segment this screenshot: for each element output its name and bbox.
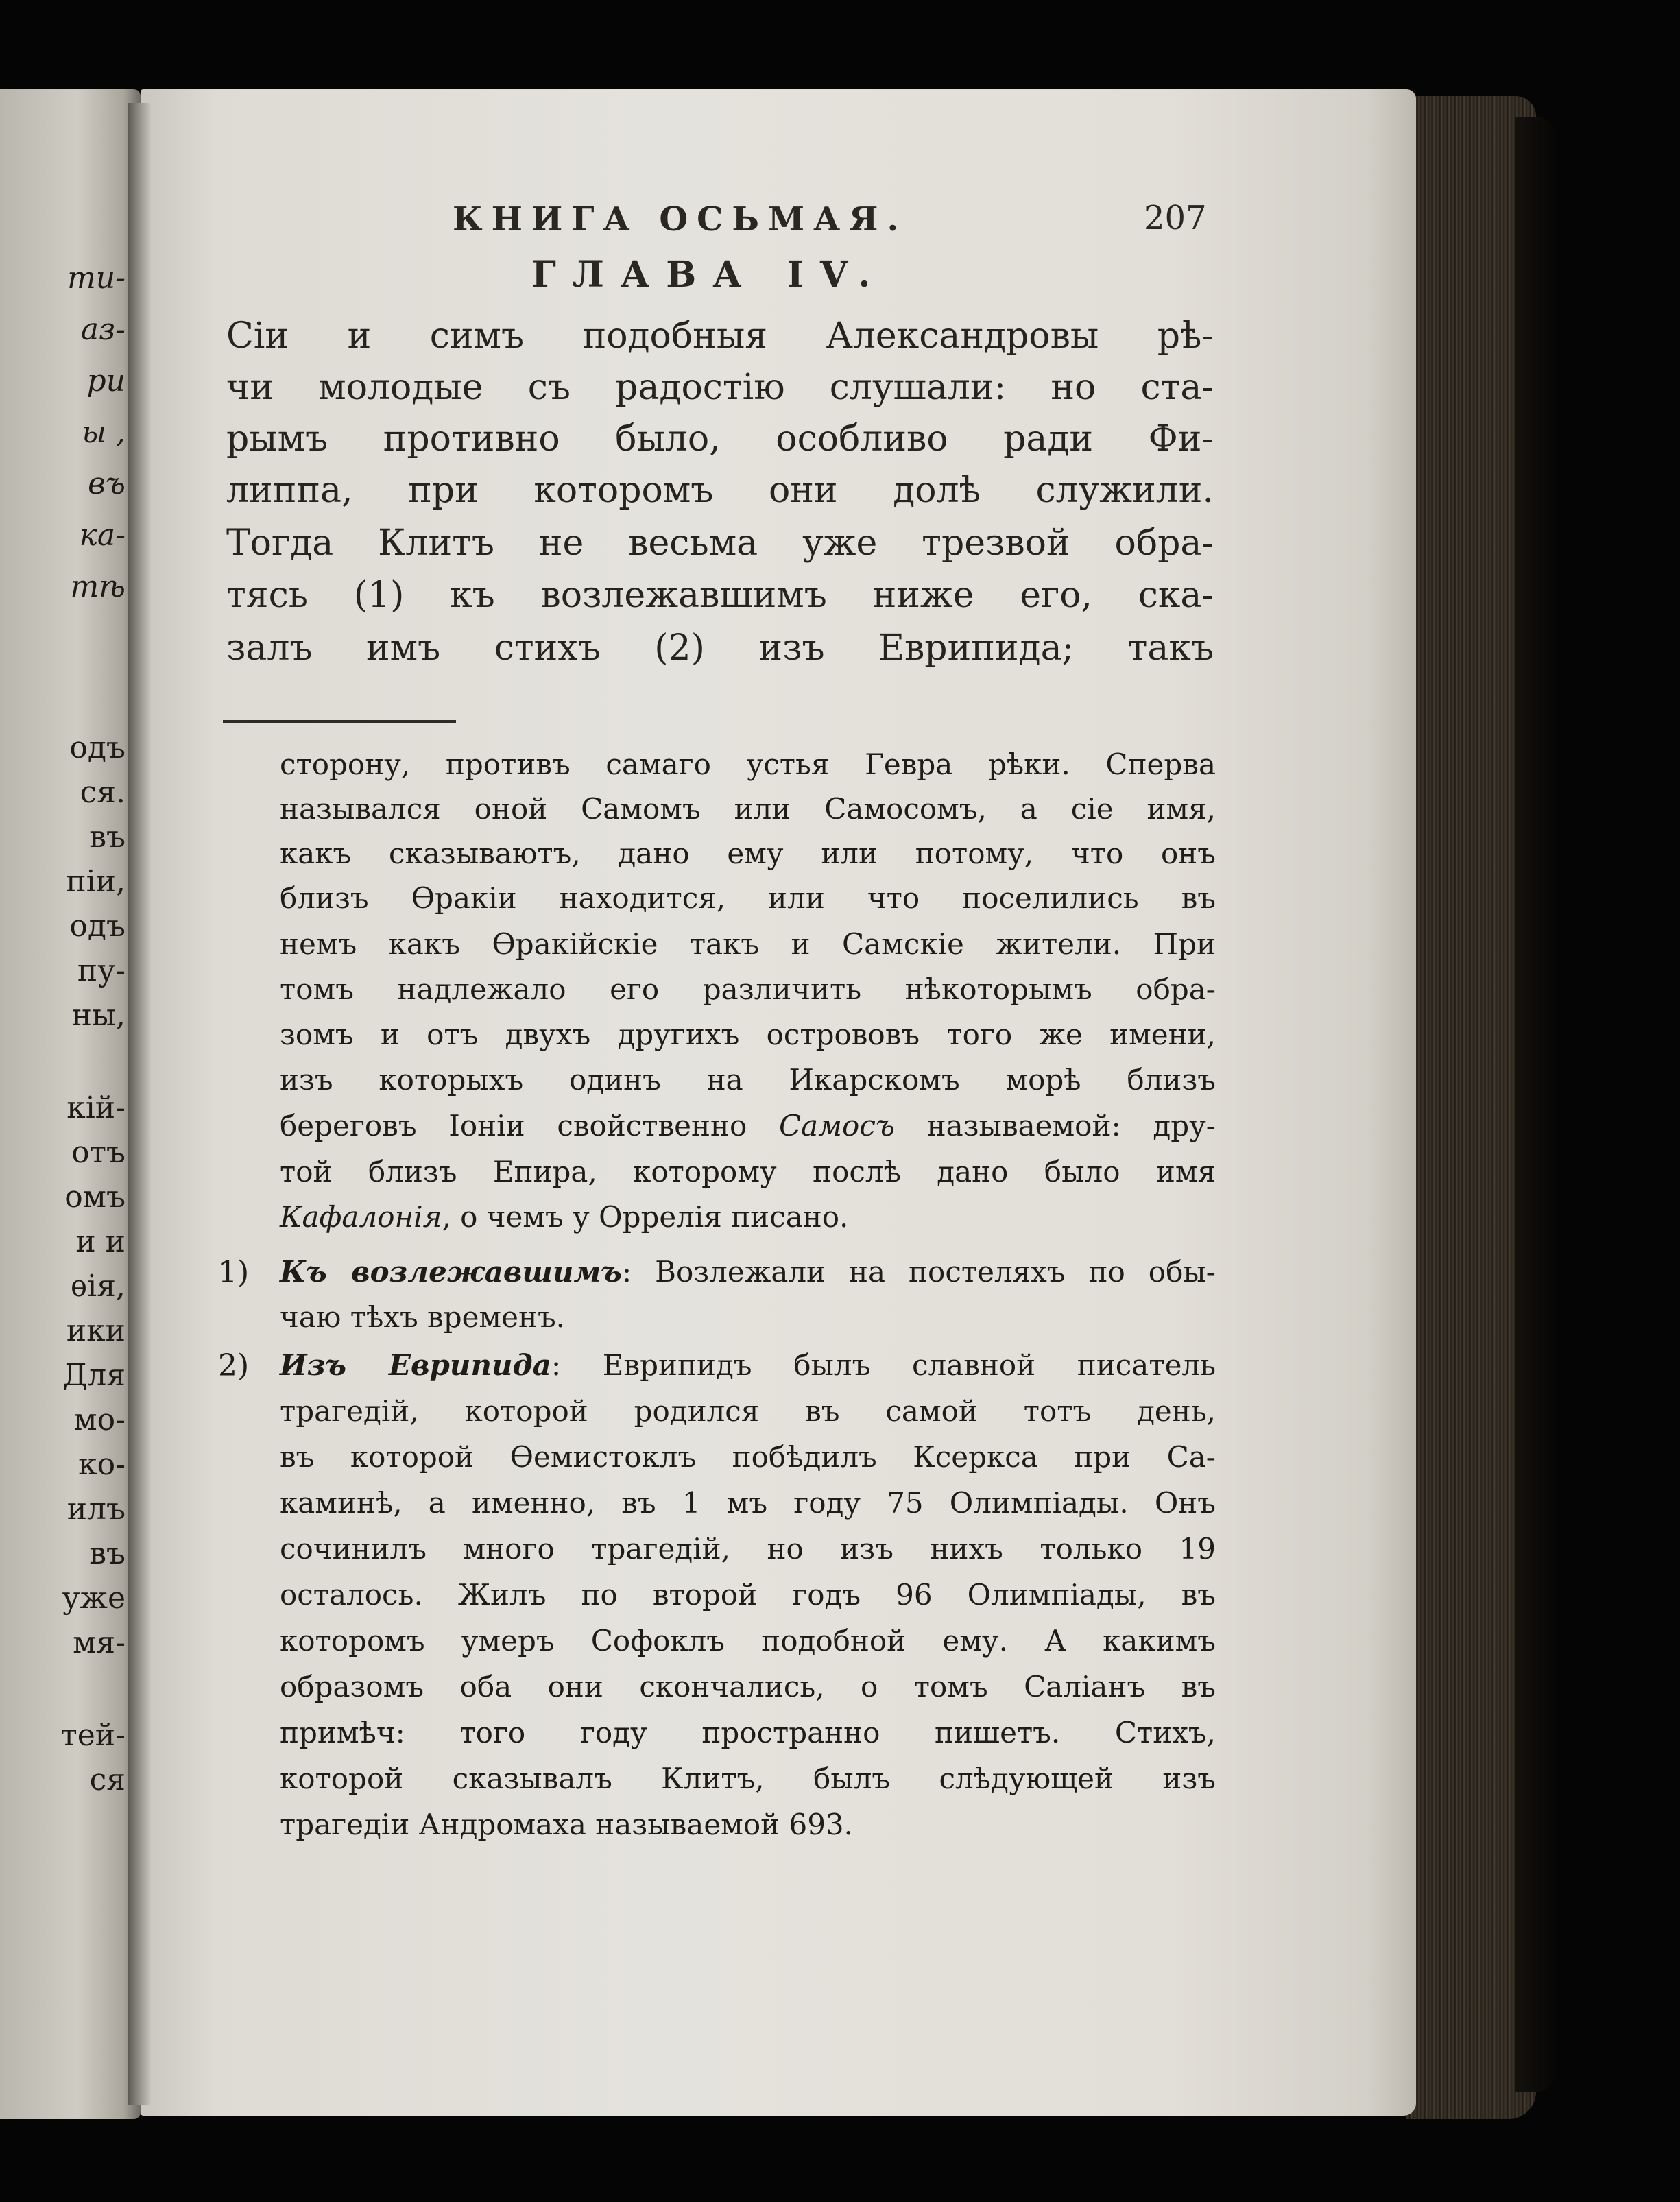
- left-page-fragment: аз-: [80, 312, 125, 347]
- left-page-fragment: ри: [86, 363, 125, 398]
- footnote-line: [280, 1200, 1216, 1234]
- body-line: рымъ противно было, особливо ради Фи-: [226, 418, 1214, 459]
- page-number: 207: [1144, 199, 1207, 237]
- footnote-line: осталось. Жилъ по второй годъ 96 Олимпіады, въ: [280, 1578, 1216, 1612]
- left-page-fragment: отъ: [71, 1135, 125, 1170]
- book-gutter: [128, 103, 151, 2105]
- left-page-fragment: омъ: [64, 1180, 125, 1214]
- footnote-line: трагедіи Андромаха называемой 693.: [280, 1808, 854, 1841]
- left-page-fragment: пу-: [77, 953, 125, 988]
- left-page-fragment: и и: [75, 1224, 125, 1259]
- footnote-line: близъ Ѳракіи находится, или что поселились въ: [280, 881, 1216, 915]
- footnote-lemma: Изъ Еврипида: [280, 1348, 551, 1382]
- footnote-line: томъ надлежало его различить нѣкоторымъ обра-: [280, 972, 1216, 1006]
- footnote-line: которомъ умеръ Софоклъ подобной ему. А какимъ: [280, 1624, 1216, 1658]
- running-head-title: КНИГА ОСЬМАЯ.: [453, 200, 908, 239]
- left-page-fragment: ся: [89, 1762, 125, 1797]
- footnote-line: той близъ Епира, которому послѣ дано было имя: [280, 1155, 1216, 1188]
- left-page-fragment: въ: [89, 819, 125, 854]
- body-line: тясь (1) къ возлежавшимъ ниже его, ска-: [226, 575, 1214, 616]
- footnote-line: трагедій, которой родился въ самой тотъ день,: [280, 1394, 1216, 1428]
- left-page-fragment: тей-: [60, 1718, 125, 1753]
- footnote-text: : Еврипидъ былъ славной писатель: [551, 1348, 1216, 1382]
- footnote-line: [280, 1255, 1216, 1289]
- footnote-line: сторону, противъ самаго устья Гевра рѣки. Сперва: [280, 747, 1216, 781]
- left-page-fragment: ны,: [71, 998, 125, 1033]
- footnote-text: : Возлежали на постеляхъ по обы-: [621, 1255, 1216, 1289]
- footnote-line: зомъ и отъ двухъ другихъ острововъ того же имени,: [280, 1018, 1216, 1051]
- left-page-fragment: илъ: [67, 1492, 125, 1527]
- footnote-rule: [223, 720, 456, 723]
- footnote-line: каминѣ, а именно, въ 1 мъ году 75 Олимпіады. Онъ: [280, 1486, 1216, 1520]
- footnote-lemma: Къ возлежавшимъ: [280, 1255, 622, 1289]
- footnote-line: въ которой Ѳемистоклъ побѣдилъ Ксеркса при Са-: [280, 1440, 1216, 1474]
- body-line: залъ имъ стихъ (2) изъ Еврипида; такъ: [226, 627, 1214, 669]
- left-page-fragment: ко-: [78, 1447, 125, 1482]
- left-page-fragment: тѣ: [70, 569, 125, 604]
- footnote-line: примѣч: того году пространно пишетъ. Стихъ,: [280, 1716, 1216, 1749]
- left-facing-page: [0, 89, 141, 2119]
- body-line: Сіи и симъ подобныя Александровы рѣ-: [226, 315, 1214, 357]
- left-page-fragment: піи,: [66, 864, 125, 899]
- left-page-fragment: мя-: [73, 1625, 125, 1660]
- footnote-line: которой сказывалъ Клитъ, былъ слѣдующей изъ: [280, 1762, 1216, 1795]
- left-page-fragment: ики: [66, 1313, 125, 1348]
- footnote-number: 1): [218, 1255, 250, 1290]
- footnote-line: чаю тѣхъ временъ.: [280, 1300, 566, 1334]
- body-line: чи молодые съ радостію слушали: но ста-: [226, 367, 1214, 408]
- footnote-line: сочинилъ много трагедій, но изъ нихъ только 19: [280, 1532, 1216, 1566]
- footnote-italic-term: Самосъ: [779, 1109, 895, 1142]
- left-page-fragment: въ: [89, 1536, 125, 1571]
- footnote-text: , о чемъ у Оррелія писано.: [442, 1200, 849, 1234]
- footnote-line: назывался оной Самомъ или Самосомъ, а сіе имя,: [280, 792, 1216, 826]
- left-page-fragment: уже: [62, 1581, 125, 1616]
- left-page-fragment: кій-: [67, 1090, 125, 1125]
- left-page-fragment: ка-: [79, 518, 125, 553]
- left-page-fragment: ся.: [80, 775, 125, 810]
- left-page-fragment: ы ,: [82, 415, 125, 450]
- footnote-line: изъ которыхъ одинъ на Икарскомъ морѣ близъ: [280, 1063, 1216, 1097]
- chapter-heading: ГЛАВА IV.: [531, 254, 887, 296]
- left-page-fragment: одъ: [69, 730, 125, 765]
- footnote-italic-term: Кафалонія: [280, 1200, 442, 1234]
- footnote-line: образомъ оба они скончались, о томъ Саліанъ въ: [280, 1670, 1216, 1703]
- footnote-text: называемой: дру-: [894, 1109, 1216, 1142]
- footnote-line: немъ какъ Ѳракійскіе такъ и Самскіе жители. При: [280, 927, 1216, 961]
- left-page-fragment: мо-: [73, 1402, 125, 1437]
- footnote-text: береговъ Іоніи свойственно: [280, 1109, 780, 1142]
- left-page-fragment: Для: [62, 1358, 125, 1393]
- left-page-fragment: одъ: [69, 909, 125, 944]
- body-line: Тогда Клитъ не весьма уже трезвой обра-: [226, 523, 1214, 564]
- left-page-fragment: въ: [88, 466, 125, 501]
- left-page-fragment: ти-: [67, 261, 125, 296]
- left-page-fragment: ѳія,: [70, 1269, 125, 1304]
- footnote-line: [280, 1109, 1216, 1142]
- footnote-line: какъ сказываютъ, дано ему или потому, что онъ: [280, 837, 1216, 870]
- footnote-line: [280, 1348, 1216, 1382]
- book-cover-edge: [1515, 117, 1557, 2092]
- footnote-number: 2): [218, 1348, 250, 1383]
- body-line: липпа, при которомъ они долѣ служили.: [226, 470, 1214, 511]
